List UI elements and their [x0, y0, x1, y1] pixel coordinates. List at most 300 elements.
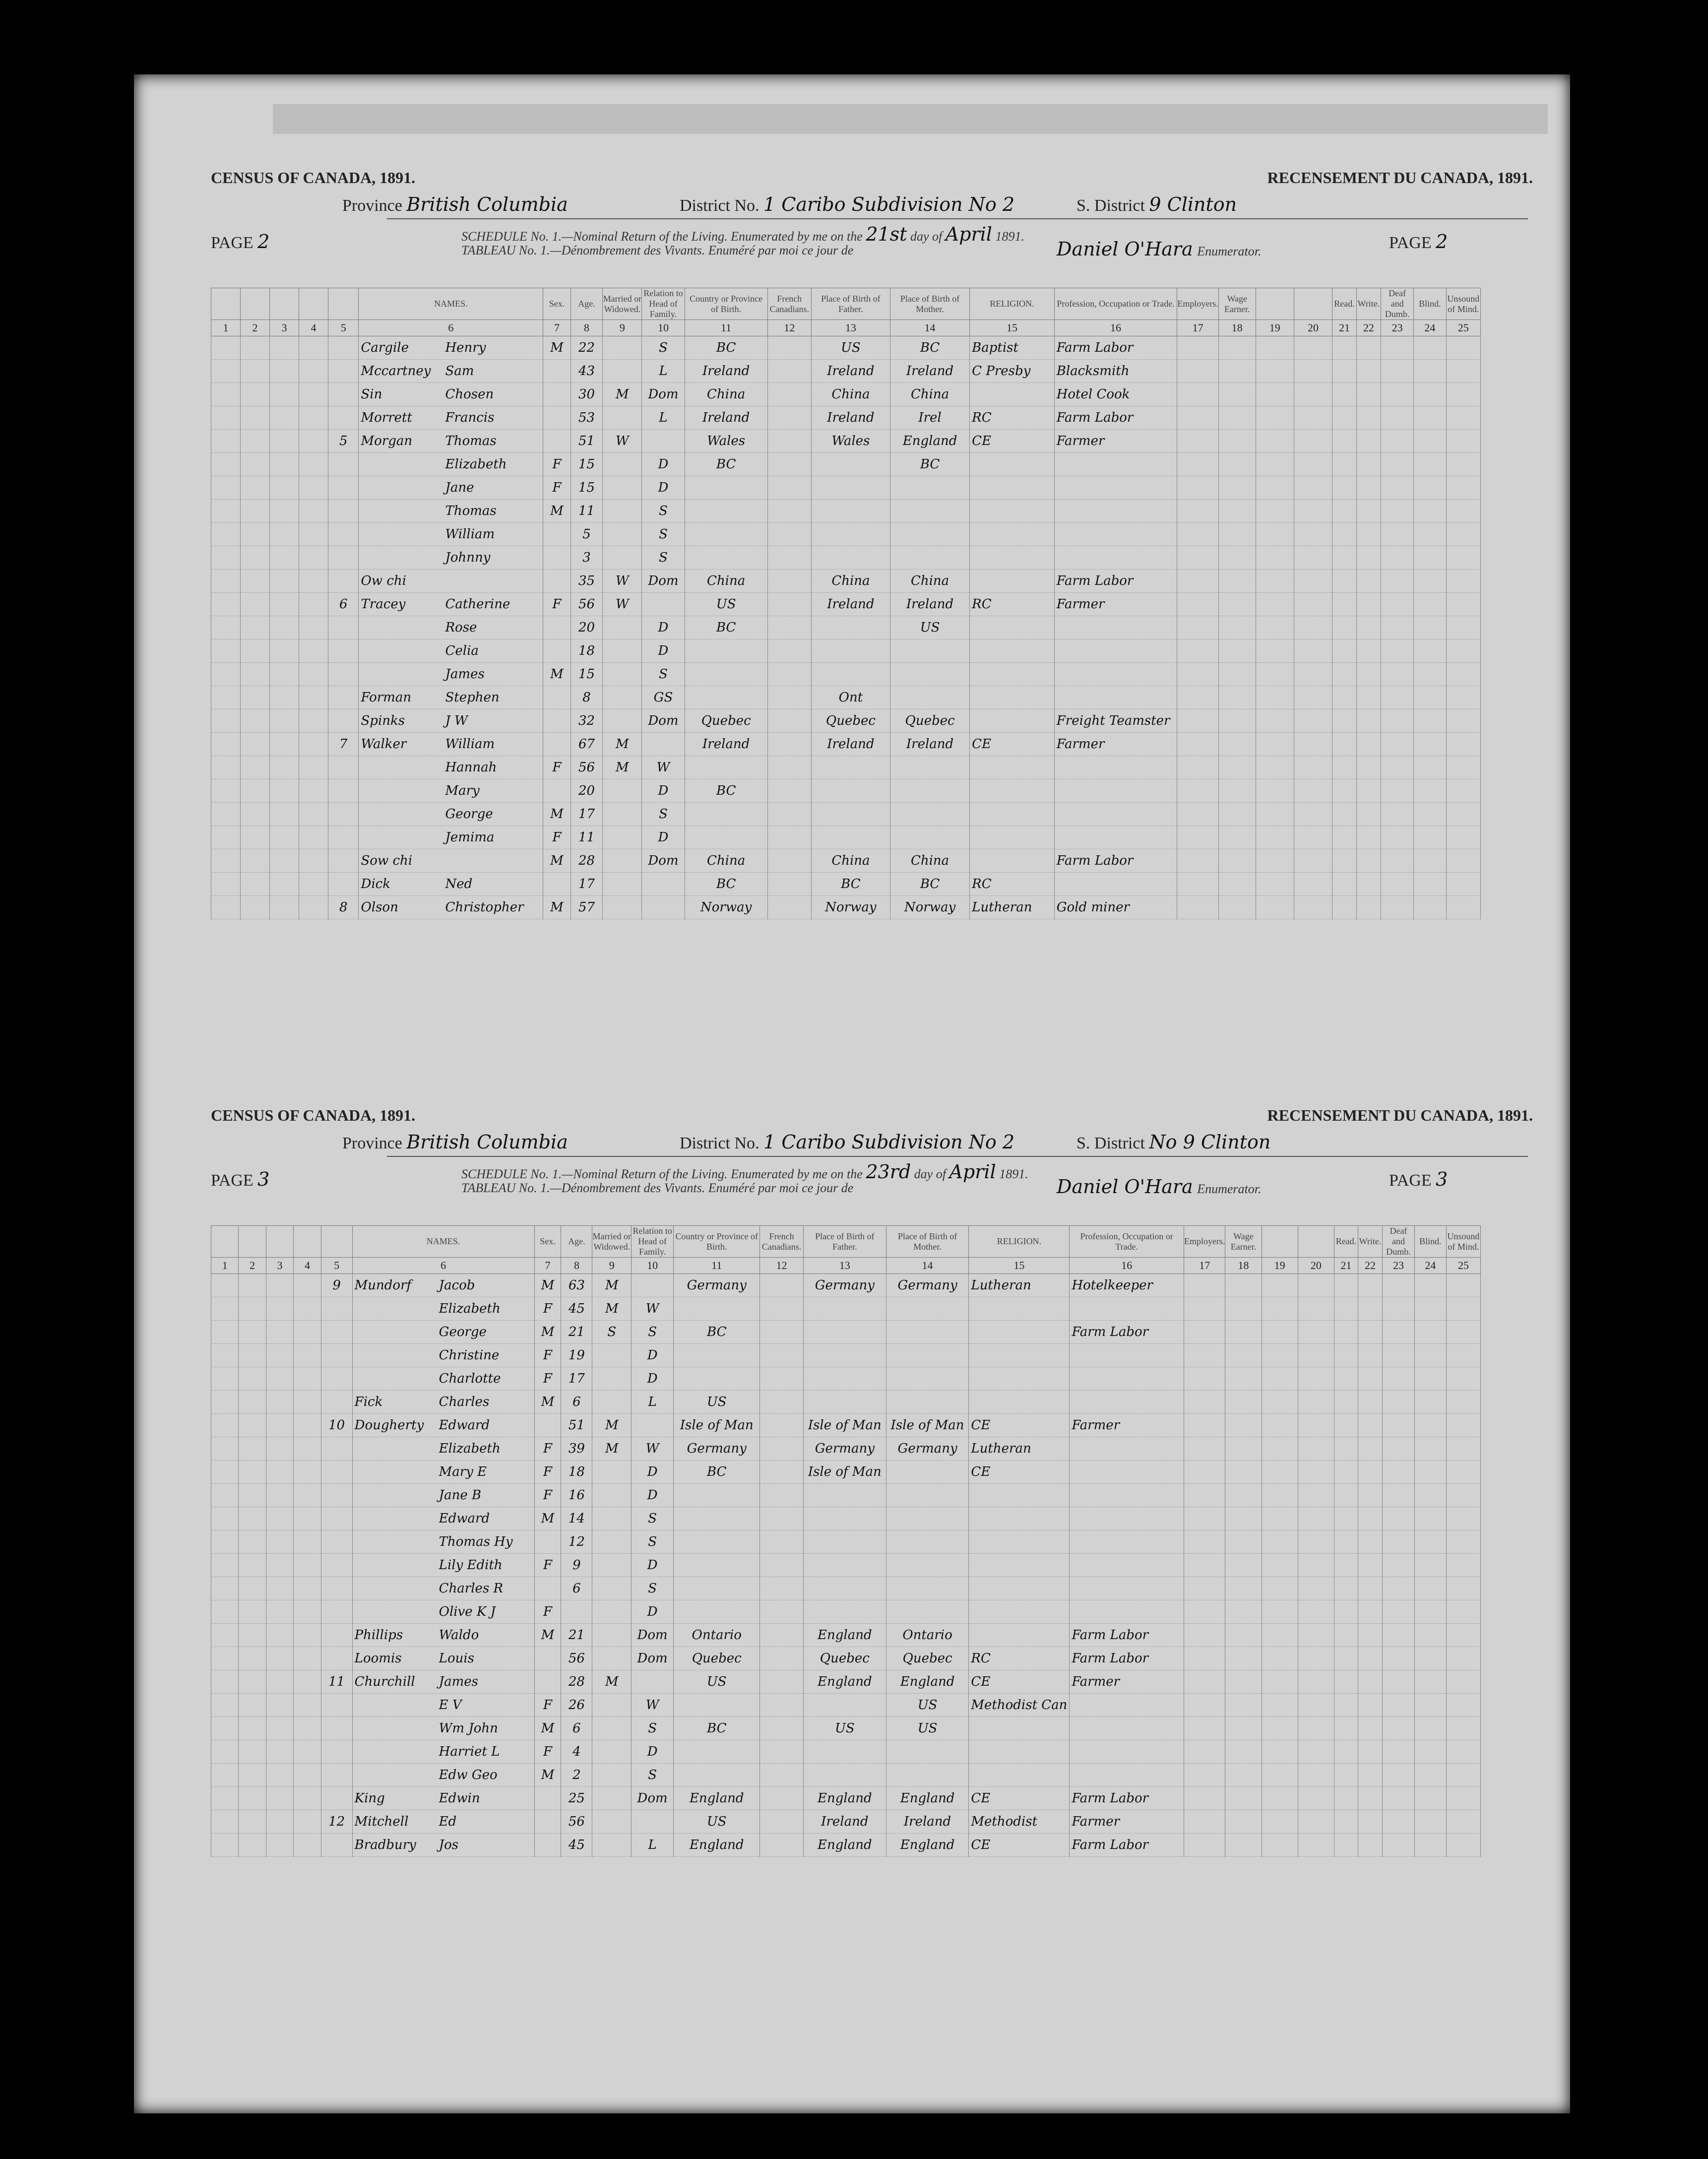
- blank-cell: [240, 639, 269, 663]
- blank-cell: [294, 1670, 321, 1694]
- mw-cell: [592, 1740, 632, 1764]
- blank-cell: [1414, 453, 1446, 476]
- blank-cell: [1262, 1391, 1298, 1414]
- occ-cell: [1054, 663, 1177, 686]
- relig-cell: [970, 639, 1055, 663]
- table-row: [211, 546, 1481, 570]
- mbirth-cell: Irel: [890, 406, 969, 430]
- column-header: RELIGION.: [970, 288, 1055, 320]
- occ-cell: [1054, 523, 1177, 546]
- blank-cell: [1414, 849, 1446, 873]
- blank-cell: [1446, 500, 1480, 523]
- blank-cell: [1356, 406, 1381, 430]
- blank-cell: [1382, 1297, 1414, 1321]
- blank-cell: [1184, 1274, 1225, 1297]
- relig-cell: CE: [969, 1787, 1070, 1810]
- blank-cell: [266, 1274, 293, 1297]
- enumerator-name: Daniel O'Hara: [1057, 238, 1193, 260]
- blank-cell: [1332, 756, 1357, 779]
- blank-cell: [1298, 1437, 1334, 1460]
- page-label: PAGE: [211, 1171, 253, 1190]
- blank-cell: [1415, 1414, 1447, 1437]
- enumerator-name: Daniel O'Hara: [1057, 1176, 1193, 1198]
- mw-cell: [592, 1530, 632, 1554]
- column-header: Sex.: [543, 288, 570, 320]
- mw-cell: [603, 453, 642, 476]
- column-header: Sex.: [534, 1226, 561, 1258]
- rel-cell: Dom: [642, 709, 685, 733]
- birth-cell: Quebec: [674, 1647, 760, 1670]
- blank-cell: [1184, 1530, 1225, 1554]
- rel-cell: W: [632, 1694, 674, 1717]
- relig-cell: [969, 1367, 1070, 1391]
- column-header: RELIGION.: [969, 1226, 1070, 1258]
- blank-cell: [211, 1670, 239, 1694]
- table-row: [211, 1740, 1481, 1764]
- column-number: 23: [1382, 1258, 1414, 1274]
- blank-cell: [1225, 1647, 1262, 1670]
- birth-cell: Isle of Man: [674, 1414, 760, 1437]
- year: 1891.: [999, 1167, 1028, 1181]
- name-cell: [352, 1414, 534, 1437]
- column-number: 16: [1054, 320, 1177, 336]
- age-cell: 26: [561, 1694, 592, 1717]
- blank-cell: [240, 476, 269, 500]
- birth-cell: China: [685, 570, 767, 593]
- occ-cell: [1070, 1717, 1184, 1740]
- fbirth-cell: Quebec: [803, 1647, 886, 1670]
- blank-cell: [1262, 1414, 1298, 1437]
- blank-cell: [1298, 1717, 1334, 1740]
- name-cell: [352, 1391, 534, 1414]
- table-row: [211, 1297, 1481, 1321]
- fbirth-cell: Quebec: [811, 709, 890, 733]
- blank-cell: [1356, 849, 1381, 873]
- blank-cell: [1381, 500, 1413, 523]
- fam-cell: [321, 1484, 352, 1507]
- occ-cell: [1054, 686, 1177, 709]
- blank-cell: [1334, 1530, 1358, 1554]
- rel-cell: L: [632, 1391, 674, 1414]
- fbirth-cell: [803, 1530, 886, 1554]
- blank-cell: [1298, 1367, 1334, 1391]
- blank-cell: [1415, 1624, 1447, 1647]
- blank-cell: [239, 1274, 266, 1297]
- fam-cell: [321, 1834, 352, 1857]
- blank-cell: [239, 1810, 266, 1834]
- fam-cell: [321, 1460, 352, 1484]
- blank-cell: [1298, 1600, 1334, 1624]
- name-cell: [359, 570, 543, 593]
- blank-cell: [1256, 686, 1294, 709]
- occ-cell: [1070, 1484, 1184, 1507]
- mw-cell: M: [592, 1670, 632, 1694]
- blank-cell: [1334, 1717, 1358, 1740]
- name-cell: [352, 1717, 534, 1740]
- given-name: Elizabeth: [445, 457, 507, 472]
- blank-cell: [1184, 1810, 1225, 1834]
- sex-cell: [543, 873, 570, 896]
- blank-cell: [294, 1460, 321, 1484]
- rel-cell: D: [632, 1460, 674, 1484]
- blank-cell: [240, 500, 269, 523]
- jour-label: jour de: [816, 1181, 854, 1195]
- blank-cell: [211, 1740, 239, 1764]
- blank-cell: [1294, 523, 1332, 546]
- rel-cell: D: [642, 639, 685, 663]
- blank-cell: [211, 873, 241, 896]
- table-row: [211, 709, 1481, 733]
- relig-cell: [970, 849, 1055, 873]
- blank-cell: [767, 756, 811, 779]
- blank-cell: [211, 336, 241, 360]
- birth-cell: US: [674, 1810, 760, 1834]
- blank-cell: [1446, 849, 1480, 873]
- census-title: CENSUS OF CANADA, 1891.: [211, 1106, 416, 1124]
- relig-cell: [969, 1764, 1070, 1787]
- column-header: [299, 288, 328, 320]
- occ-cell: Farm Labor: [1054, 336, 1177, 360]
- blank-cell: [240, 593, 269, 616]
- blank-cell: [1415, 1391, 1447, 1414]
- surname: Loomis: [354, 1651, 402, 1666]
- mw-cell: M: [592, 1437, 632, 1460]
- name-cell: [359, 709, 543, 733]
- name-cell: [352, 1810, 534, 1834]
- blank-cell: [239, 1297, 266, 1321]
- column-header: Wage Earner.: [1218, 288, 1256, 320]
- occ-cell: [1070, 1297, 1184, 1321]
- column-number: 25: [1446, 1258, 1480, 1274]
- column-header: Place of Birth of Mother.: [890, 288, 969, 320]
- sex-cell: [543, 733, 570, 756]
- blank-cell: [1358, 1810, 1382, 1834]
- relig-cell: [970, 779, 1055, 803]
- occ-cell: [1070, 1530, 1184, 1554]
- blank-cell: [1381, 733, 1413, 756]
- rel-cell: D: [632, 1367, 674, 1391]
- name-cell: [352, 1554, 534, 1577]
- birth-cell: [674, 1577, 760, 1600]
- fam-cell: [328, 873, 359, 896]
- blank-cell: [1184, 1344, 1225, 1367]
- enum-month: April: [949, 1161, 996, 1183]
- blank-cell: [1414, 826, 1446, 849]
- occ-cell: Gold miner: [1054, 896, 1177, 919]
- column-header: [1298, 1226, 1334, 1258]
- age-cell: 21: [561, 1624, 592, 1647]
- fbirth-cell: Ont: [811, 686, 890, 709]
- blank-cell: [211, 849, 241, 873]
- name-cell: [359, 779, 543, 803]
- mbirth-cell: [890, 663, 969, 686]
- sex-cell: F: [534, 1484, 561, 1507]
- mbirth-cell: [886, 1600, 969, 1624]
- fam-cell: [321, 1530, 352, 1554]
- fbirth-cell: China: [811, 383, 890, 406]
- rel-cell: S: [642, 663, 685, 686]
- name-cell: [359, 383, 543, 406]
- fbirth-cell: Germany: [803, 1437, 886, 1460]
- rel-cell: S: [632, 1507, 674, 1530]
- birth-cell: [685, 546, 767, 570]
- given-name: Ed: [439, 1814, 457, 1829]
- blank-cell: [266, 1414, 293, 1437]
- page-number-right: 2: [1436, 231, 1448, 253]
- name-cell: [359, 616, 543, 639]
- occ-cell: [1070, 1344, 1184, 1367]
- relig-cell: CE: [969, 1670, 1070, 1694]
- blank-cell: [1218, 476, 1256, 500]
- mbirth-cell: [886, 1460, 969, 1484]
- blank-cell: [1262, 1437, 1298, 1460]
- blank-cell: [760, 1577, 804, 1600]
- fbirth-cell: Isle of Man: [803, 1414, 886, 1437]
- mw-cell: [592, 1834, 632, 1857]
- blank-cell: [1177, 430, 1219, 453]
- column-header: Employers.: [1184, 1226, 1225, 1258]
- fam-cell: [328, 383, 359, 406]
- fbirth-cell: [811, 639, 890, 663]
- table-row: [211, 803, 1481, 826]
- name-cell: [359, 500, 543, 523]
- blank-cell: [269, 523, 299, 546]
- blank-cell: [211, 476, 241, 500]
- sex-cell: [534, 1530, 561, 1554]
- blank-cell: [1298, 1530, 1334, 1554]
- province-label: Province: [342, 196, 402, 215]
- name-cell: [359, 756, 543, 779]
- blank-cell: [1446, 1764, 1480, 1787]
- blank-cell: [269, 430, 299, 453]
- blank-cell: [1381, 873, 1413, 896]
- blank-cell: [1332, 663, 1357, 686]
- fbirth-cell: [811, 616, 890, 639]
- surname: Phillips: [354, 1628, 403, 1643]
- province-line: [342, 1131, 568, 1153]
- column-header: Place of Birth of Father.: [811, 288, 890, 320]
- blank-cell: [1382, 1810, 1414, 1834]
- given-name: Henry: [445, 340, 486, 355]
- blank-cell: [1225, 1624, 1262, 1647]
- blank-cell: [1334, 1670, 1358, 1694]
- enumerator-line: [1057, 238, 1261, 260]
- fam-cell: [328, 826, 359, 849]
- sdistrict-label: S. District: [1076, 1134, 1145, 1152]
- blank-cell: [1414, 639, 1446, 663]
- relig-cell: [969, 1484, 1070, 1507]
- blank-cell: [1356, 826, 1381, 849]
- sex-cell: [543, 383, 570, 406]
- blank-cell: [1446, 1367, 1480, 1391]
- surname: Walker: [361, 737, 407, 752]
- blank-cell: [1415, 1600, 1447, 1624]
- given-name: Wm John: [439, 1721, 498, 1736]
- column-number: 15: [970, 320, 1055, 336]
- blank-cell: [1332, 406, 1357, 430]
- blank-cell: [1298, 1344, 1334, 1367]
- blank-cell: [1262, 1274, 1298, 1297]
- sex-cell: M: [534, 1717, 561, 1740]
- birth-cell: BC: [674, 1460, 760, 1484]
- blank-cell: [1332, 779, 1357, 803]
- blank-cell: [760, 1507, 804, 1530]
- fam-cell: [321, 1787, 352, 1810]
- blank-cell: [1294, 779, 1332, 803]
- mw-cell: M: [603, 383, 642, 406]
- blank-cell: [1256, 849, 1294, 873]
- birth-cell: [674, 1694, 760, 1717]
- mw-cell: [603, 546, 642, 570]
- column-number: 22: [1356, 320, 1381, 336]
- blank-cell: [269, 803, 299, 826]
- blank-cell: [1332, 803, 1357, 826]
- fam-cell: [328, 639, 359, 663]
- fbirth-cell: Wales: [811, 430, 890, 453]
- mbirth-cell: [886, 1367, 969, 1391]
- given-name: James: [445, 667, 485, 682]
- blank-cell: [1415, 1577, 1447, 1600]
- mbirth-cell: Ireland: [890, 733, 969, 756]
- blank-cell: [1356, 570, 1381, 593]
- blank-cell: [1177, 453, 1219, 476]
- blank-cell: [1298, 1787, 1334, 1810]
- sex-cell: [543, 779, 570, 803]
- age-cell: 39: [561, 1437, 592, 1460]
- age-cell: 51: [570, 430, 603, 453]
- blank-cell: [211, 500, 241, 523]
- blank-cell: [240, 686, 269, 709]
- table-row: [211, 1787, 1481, 1810]
- table-row: [211, 1274, 1481, 1297]
- blank-cell: [1332, 430, 1357, 453]
- given-name: Jane B: [439, 1488, 482, 1503]
- blank-cell: [211, 1297, 239, 1321]
- blank-cell: [1381, 476, 1413, 500]
- blank-cell: [1298, 1740, 1334, 1764]
- blank-cell: [760, 1834, 804, 1857]
- birth-cell: Ireland: [685, 406, 767, 430]
- given-name: Edw Geo: [439, 1768, 498, 1782]
- given-name: Mary E: [439, 1464, 487, 1479]
- table-row: [211, 616, 1481, 639]
- blank-cell: [1298, 1810, 1334, 1834]
- fam-cell: [328, 570, 359, 593]
- given-name: Catherine: [445, 597, 510, 612]
- blank-cell: [299, 639, 328, 663]
- blank-cell: [767, 570, 811, 593]
- mbirth-cell: England: [886, 1787, 969, 1810]
- column-number: 15: [969, 1258, 1070, 1274]
- column-number: 5: [328, 320, 359, 336]
- sdistrict-value: 9 Clinton: [1149, 193, 1237, 215]
- birth-cell: BC: [685, 779, 767, 803]
- blank-cell: [1332, 896, 1357, 919]
- relig-cell: [969, 1391, 1070, 1414]
- blank-cell: [1334, 1787, 1358, 1810]
- occ-cell: Farmer: [1070, 1810, 1184, 1834]
- mw-cell: W: [603, 593, 642, 616]
- column-header: [1256, 288, 1294, 320]
- blank-cell: [1334, 1507, 1358, 1530]
- blank-cell: [1177, 593, 1219, 616]
- blank-cell: [767, 849, 811, 873]
- given-name: Edwin: [439, 1791, 480, 1806]
- fbirth-cell: BC: [811, 873, 890, 896]
- name-cell: [352, 1764, 534, 1787]
- table-row: [211, 1367, 1481, 1391]
- column-header: [269, 288, 299, 320]
- column-number: 20: [1298, 1258, 1334, 1274]
- birth-cell: BC: [685, 453, 767, 476]
- blank-cell: [240, 430, 269, 453]
- birth-cell: [674, 1507, 760, 1530]
- sex-cell: [543, 570, 570, 593]
- column-header: NAMES.: [352, 1226, 534, 1258]
- birth-cell: Germany: [674, 1437, 760, 1460]
- blank-cell: [1184, 1694, 1225, 1717]
- blank-cell: [760, 1554, 804, 1577]
- page-line-left: [211, 231, 269, 253]
- blank-cell: [1381, 756, 1413, 779]
- blank-cell: [269, 896, 299, 919]
- mbirth-cell: [890, 779, 969, 803]
- relig-cell: [970, 826, 1055, 849]
- blank-cell: [1446, 1297, 1480, 1321]
- mw-cell: M: [603, 756, 642, 779]
- blank-cell: [1184, 1414, 1225, 1437]
- mw-cell: [592, 1554, 632, 1577]
- blank-cell: [269, 779, 299, 803]
- name-cell: [352, 1297, 534, 1321]
- fbirth-cell: Ireland: [803, 1810, 886, 1834]
- blank-cell: [1414, 546, 1446, 570]
- table-row: [211, 756, 1481, 779]
- page-number-right: 3: [1436, 1168, 1448, 1190]
- birth-cell: [674, 1297, 760, 1321]
- birth-cell: US: [674, 1670, 760, 1694]
- blank-cell: [1334, 1437, 1358, 1460]
- sex-cell: [534, 1787, 561, 1810]
- column-number: 3: [266, 1258, 293, 1274]
- tableau-text: TABLEAU No. 1.—Dénombrement des Vivants. Enuméré par moi ce: [461, 243, 814, 257]
- blank-cell: [1446, 733, 1480, 756]
- birth-cell: BC: [685, 616, 767, 639]
- blank-cell: [1294, 826, 1332, 849]
- blank-cell: [1381, 453, 1413, 476]
- blank-cell: [1358, 1717, 1382, 1740]
- blank-cell: [1414, 500, 1446, 523]
- name-cell: [359, 336, 543, 360]
- column-header: Age.: [561, 1226, 592, 1258]
- blank-cell: [1177, 826, 1219, 849]
- name-cell: [352, 1740, 534, 1764]
- column-header: Age.: [570, 288, 603, 320]
- blank-cell: [266, 1460, 293, 1484]
- column-number: 24: [1415, 1258, 1447, 1274]
- mbirth-cell: [886, 1391, 969, 1414]
- blank-cell: [266, 1647, 293, 1670]
- blank-cell: [211, 686, 241, 709]
- page-label: PAGE: [211, 234, 253, 252]
- rel-cell: Dom: [642, 849, 685, 873]
- blank-cell: [1218, 616, 1256, 639]
- relig-cell: CE: [970, 430, 1055, 453]
- age-cell: 35: [570, 570, 603, 593]
- given-name: Thomas: [445, 504, 497, 518]
- blank-cell: [1218, 896, 1256, 919]
- blank-cell: [1218, 756, 1256, 779]
